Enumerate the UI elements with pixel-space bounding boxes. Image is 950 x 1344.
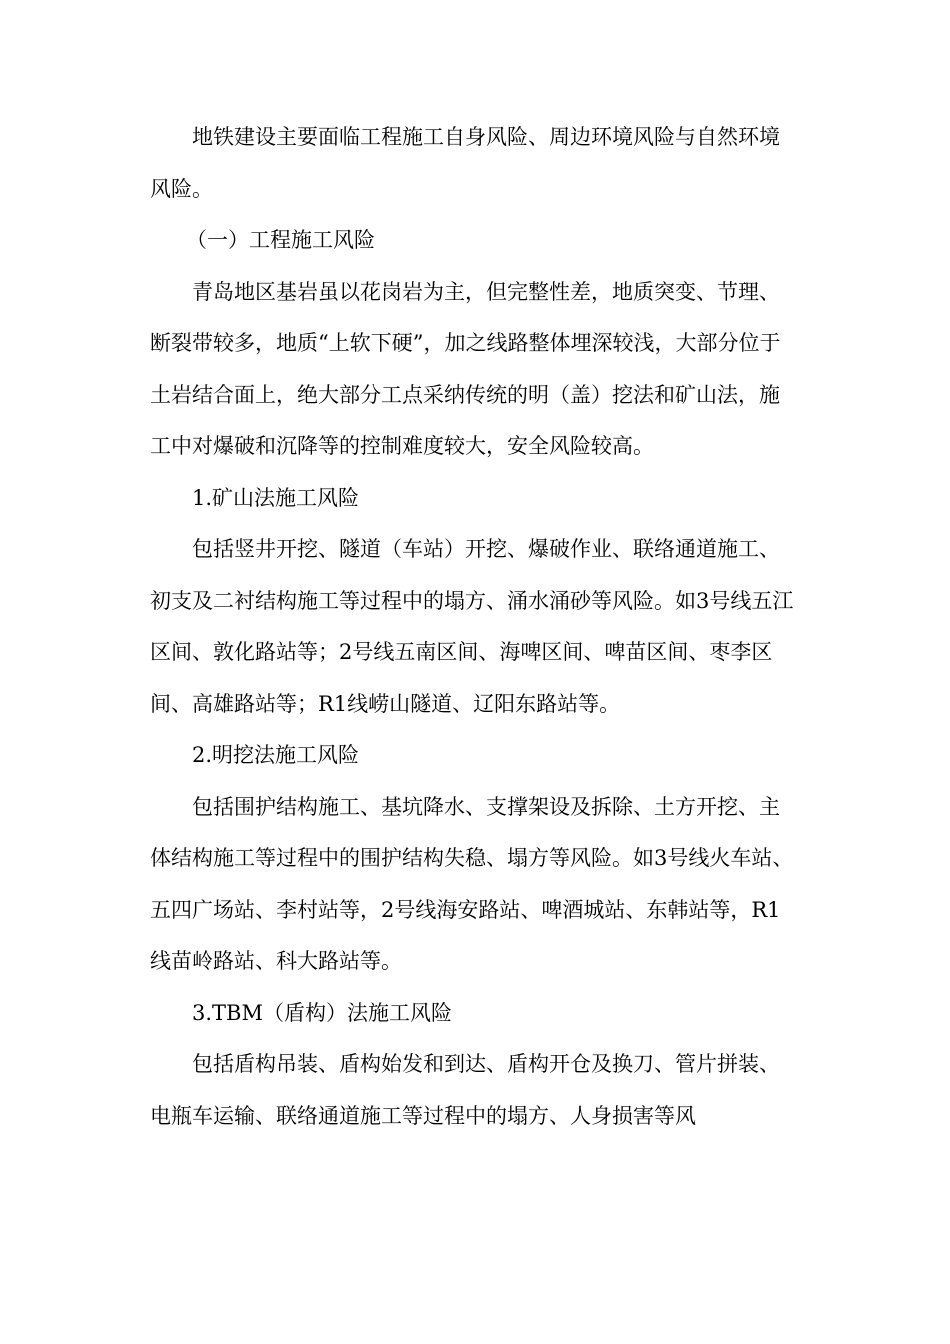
tbm-method-paragraph: 包括盾构吊装、盾构始发和到达、盾构开仓及换刀、管片拼装、电瓶车运输、联络通道施工等过程中的塌方、人身损害等风 xyxy=(150,1052,780,1128)
open-cut-method-paragraph: 包括围护结构施工、基坑降水、支撑架设及拆除、土方开挖、主体结构施工等过程中的围护结构失稳、塌方等风险。如3号线火车站、五四广场站、李村站等，2号线海安路站、啤酒城站、东韩站等，R1线苗岭路站、科大路站等。 xyxy=(150,794,794,973)
subheading-mining-method: 1.矿山法施工风险 xyxy=(192,485,360,510)
document-body xyxy=(150,112,800,1142)
geology-paragraph: 青岛地区基岩虽以花岗岩为主，但完整性差，地质突变、节理、断裂带较多，地质“上软下硬”，加之线路整体埋深较浅，大部分位于土岩结合面上，绝大部分工点采纳传统的明（盖）挖法和矿山法，施工中对爆破和沉降等的控制难度较大，安全风险较高。 xyxy=(150,279,781,458)
subheading-open-cut-method: 2.明挖法施工风险 xyxy=(192,743,360,767)
mining-method-paragraph: 包括竖井开挖、隧道（车站）开挖、爆破作业、联络通道施工、初支及二衬结构施工等过程中的塌方、涌水涌砂等风险。如3号线五江区间、敦化路站等；2号线五南区间、海啤区间、啤苗区间、枣李区间、高雄路站等；R1线崂山隧道、辽阳东路站等。 xyxy=(150,537,794,716)
subheading-tbm-method: 3.TBM（盾构）法施工风险 xyxy=(192,1000,452,1025)
section-heading-engineering-risk: （一）工程施工风险 xyxy=(186,228,375,252)
intro-paragraph: 地铁建设主要面临工程施工自身风险、周边环境风险与自然环境风险。 xyxy=(150,125,780,201)
